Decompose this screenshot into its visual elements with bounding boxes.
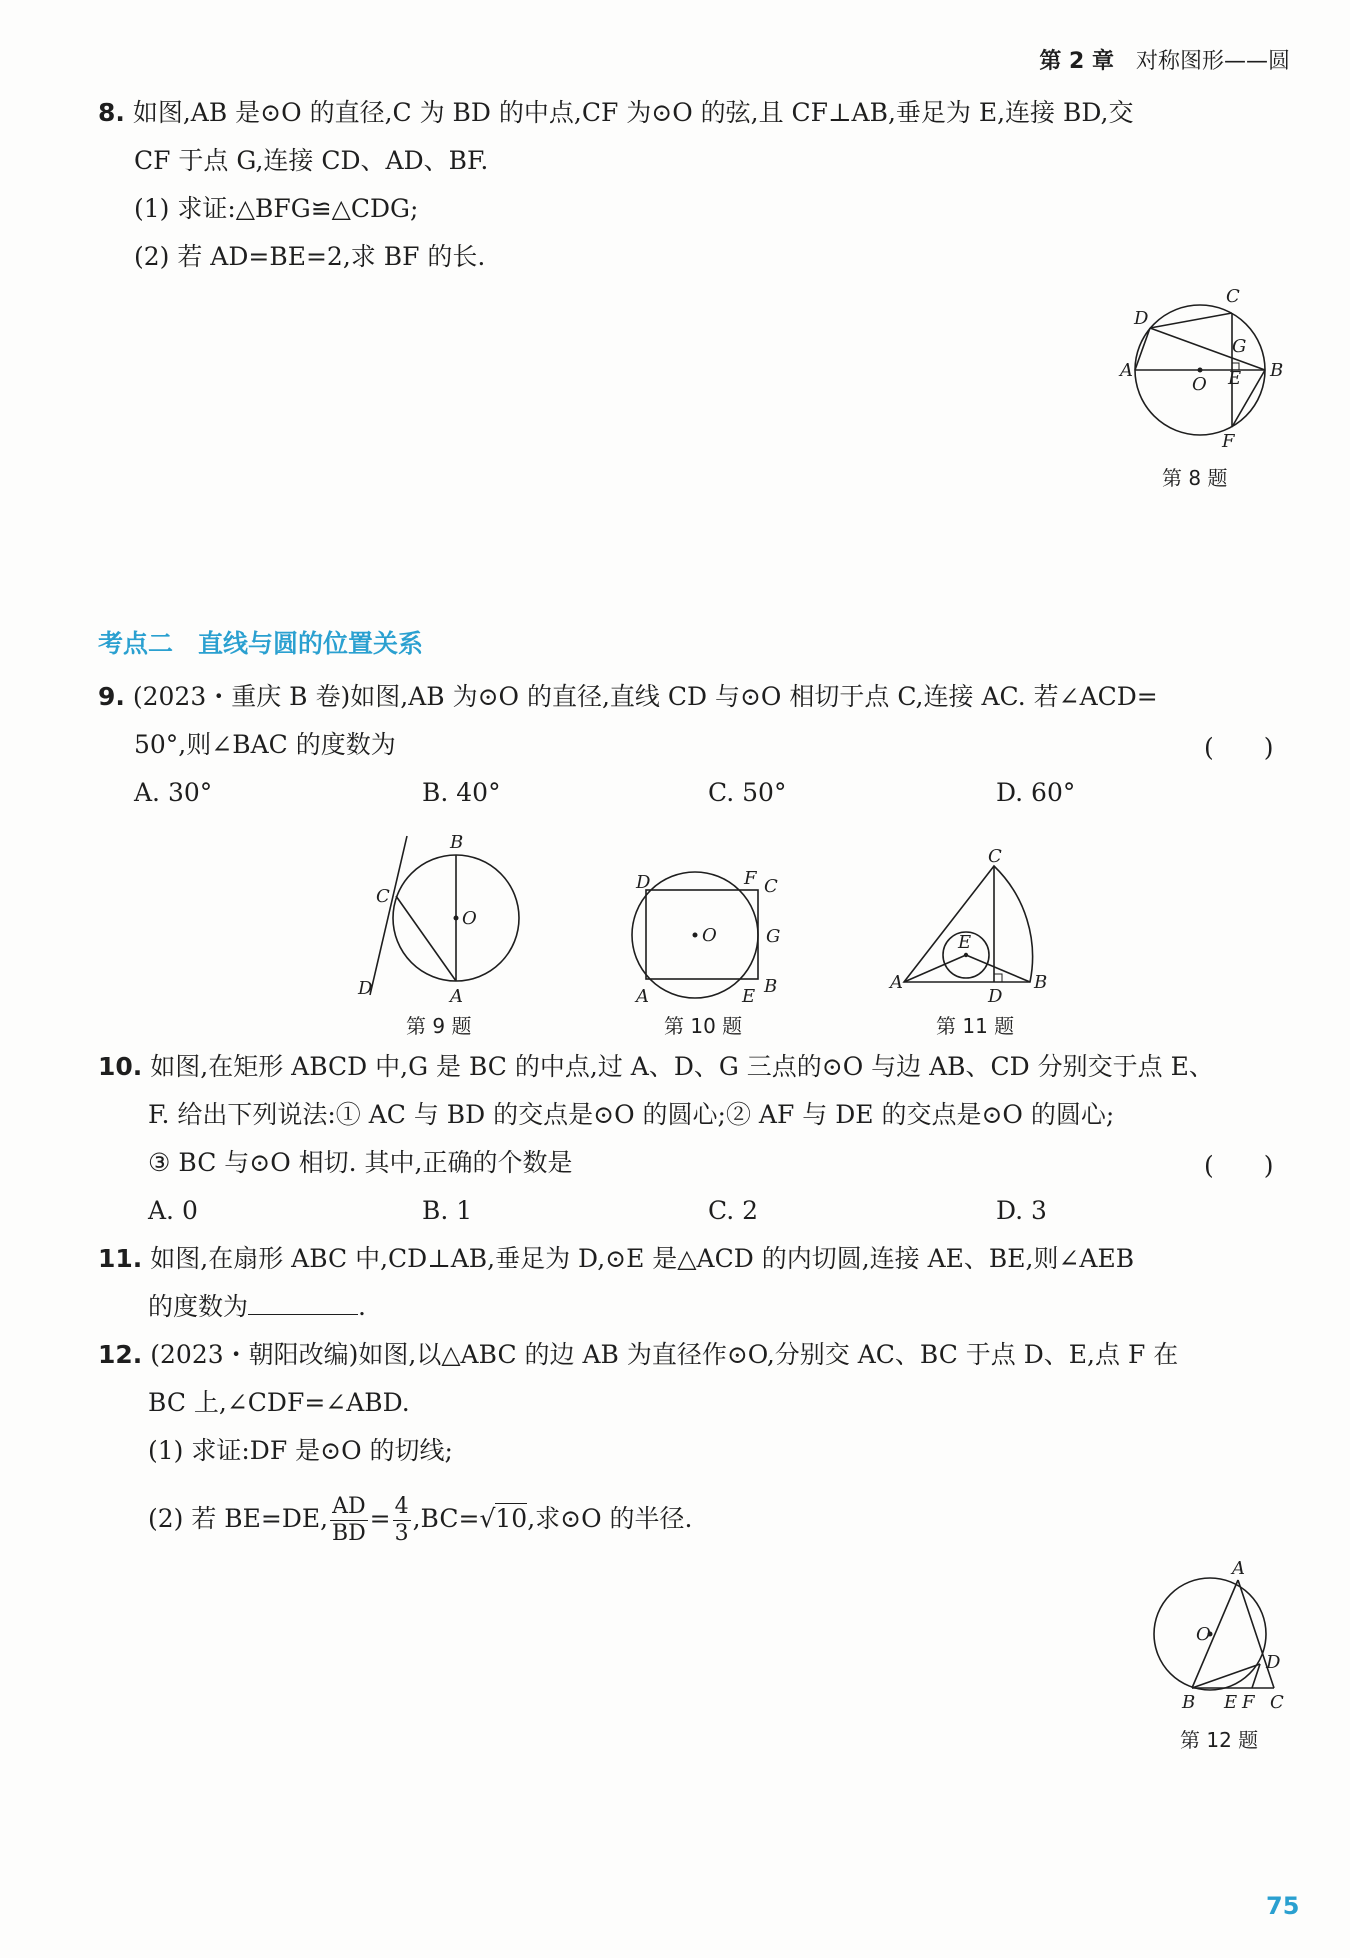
sqrt-icon: √ [479, 1504, 496, 1533]
svg-text:O: O [1192, 374, 1207, 395]
q8-part1: (1) 求证:△BFG≌△CDG; [134, 194, 419, 223]
chapter-title: 对称图形——圆 [1135, 49, 1290, 74]
q10-option-c: C. 2 [708, 1196, 759, 1225]
q11-number: 11. [98, 1244, 143, 1273]
q10-line3: ③ BC 与⊙O 相切. 其中,正确的个数是 [148, 1148, 573, 1177]
q11-answer-blank [248, 1292, 358, 1315]
svg-text:E: E [1224, 1692, 1238, 1713]
q12-part2-text: (2) 若 BE=DE, [148, 1504, 329, 1533]
svg-text:B: B [1270, 360, 1284, 381]
svg-text:O: O [702, 925, 717, 946]
q8-caption: 第 8 题 [1162, 466, 1228, 490]
svg-text:F: F [1222, 431, 1235, 452]
q11-text1: 如图,在扇形 ABC 中,CD⊥AB,垂足为 D,⊙E 是△ACD 的内切圆,连接 AE、BE,则∠AEB [150, 1244, 1135, 1273]
svg-text:D: D [988, 986, 1003, 1007]
q8-line2: CF 于点 G,连接 CD、AD、BF. [134, 146, 489, 175]
page-number: 75 [1266, 1892, 1300, 1920]
q10-option-a: A. 0 [148, 1196, 198, 1225]
svg-text:G: G [766, 926, 781, 947]
svg-text:O: O [1196, 1624, 1211, 1645]
q12-sqrt-value: 10 [495, 1504, 528, 1533]
q12-fraction-ad-bd: $\frac{AD}{BD}$ [331, 1494, 366, 1546]
svg-text:F: F [1242, 1692, 1255, 1713]
q11-line2: 的度数为 . [148, 1292, 366, 1321]
svg-text:A: A [1232, 1558, 1245, 1579]
q9-line1 [98, 680, 1158, 714]
q9-figure [350, 830, 530, 1005]
q11-line1 [98, 1242, 1134, 1276]
q10-option-b: B. 1 [422, 1196, 473, 1225]
svg-text:E: E [958, 932, 972, 953]
svg-text:B: B [1182, 1692, 1196, 1713]
q12-line1 [98, 1338, 1178, 1372]
q12-figure [1150, 1558, 1300, 1713]
svg-text:C: C [988, 846, 1002, 867]
svg-text:A: A [636, 986, 649, 1007]
svg-text:C: C [764, 876, 778, 897]
q10-line1 [98, 1050, 1214, 1084]
q10-number: 10. [98, 1052, 143, 1081]
q10-figure [630, 868, 800, 1008]
q12-text1: (2023・朝阳改编)如图,以△ABC 的边 AB 为直径作⊙O,分别交 AC、BC 于点 D、E,点 F 在 [150, 1340, 1179, 1369]
svg-text:E: E [1228, 368, 1242, 389]
svg-text:C: C [1270, 1692, 1284, 1713]
q8-text1: 如图,AB 是⊙O 的直径,C 为 BD 的中点,CF 为⊙O 的弦,且 CF⊥AB,垂足为 E,连接 BD,交 [132, 98, 1134, 127]
running-header [1039, 44, 1290, 75]
q9-caption: 第 9 题 [406, 1014, 472, 1038]
q10-line2: F. 给出下列说法:① AC 与 BD 的交点是⊙O 的圆心;② AF 与 DE 的交点是⊙O 的圆心; [148, 1100, 1115, 1129]
svg-text:B: B [764, 976, 778, 997]
svg-text:A: A [890, 972, 903, 993]
svg-text:B: B [1034, 972, 1048, 993]
svg-text:B: B [450, 832, 464, 853]
svg-text:C: C [376, 886, 390, 907]
q12-fraction-4-3: $\frac{4}{3}$ [394, 1494, 409, 1546]
svg-text:D: D [358, 978, 373, 999]
q9-answer-paren: ( ) [1204, 733, 1274, 762]
q11-text2: 的度数为 [148, 1292, 249, 1321]
svg-text:D: D [1266, 1652, 1281, 1673]
q9-option-b: B. 40° [422, 778, 501, 807]
q8-part2: (2) 若 AD=BE=2,求 BF 的长. [134, 242, 486, 271]
svg-text:D: D [1134, 308, 1149, 329]
q10-text1: 如图,在矩形 ABCD 中,G 是 BC 的中点,过 A、D、G 三点的⊙O 与边 AB、CD 分别交于点 E、 [150, 1052, 1214, 1081]
q10-option-d: D. 3 [996, 1196, 1047, 1225]
q10-answer-paren: ( ) [1204, 1151, 1274, 1180]
q8-figure [1120, 286, 1300, 460]
svg-text:A: A [1120, 360, 1133, 381]
q11-figure [890, 846, 1070, 1010]
q8-number: 8. [98, 98, 125, 127]
svg-text:D: D [636, 872, 651, 893]
svg-text:A: A [450, 986, 463, 1007]
svg-text:O: O [462, 908, 477, 929]
q10-caption: 第 10 题 [664, 1014, 743, 1038]
q12-part2: (2) 若 BE=DE, $\frac{AD}{BD}$ = $\frac{4}{3}$ ,BC=√10,求⊙O 的半径. [148, 1494, 693, 1546]
svg-text:F: F [744, 868, 757, 889]
q9-line2: 50°,则∠BAC 的度数为 [134, 730, 396, 759]
q12-caption: 第 12 题 [1180, 1728, 1259, 1752]
q9-option-d: D. 60° [996, 778, 1076, 807]
q9-option-c: C. 50° [708, 778, 787, 807]
svg-text:E: E [742, 986, 756, 1007]
svg-text:C: C [1226, 286, 1240, 307]
chapter-label: 第 2 章 [1039, 49, 1114, 74]
q8-line1 [98, 96, 1133, 130]
q9-text1: (2023・重庆 B 卷)如图,AB 为⊙O 的直径,直线 CD 与⊙O 相切于点 C,连接 AC. 若∠ACD= [132, 682, 1158, 711]
q11-caption: 第 11 题 [936, 1014, 1015, 1038]
q12-number: 12. [98, 1340, 143, 1369]
q12-line2: BC 上,∠CDF=∠ABD. [148, 1388, 410, 1417]
q9-option-a: A. 30° [134, 778, 213, 807]
q12-part1: (1) 求证:DF 是⊙O 的切线; [148, 1436, 453, 1465]
section-title: 考点二 直线与圆的位置关系 [98, 629, 424, 658]
svg-text:G: G [1232, 336, 1247, 357]
q9-number: 9. [98, 682, 125, 711]
